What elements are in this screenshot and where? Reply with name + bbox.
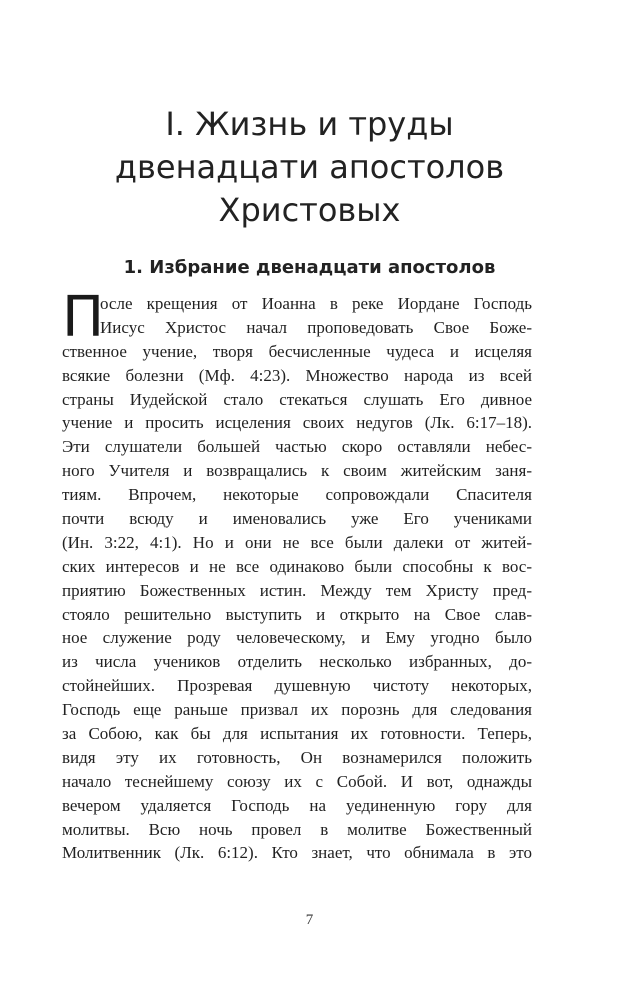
- body-line: ских интересов и не все одинаково были способны к вос-: [62, 556, 532, 576]
- body-line: начало теснейшему союзу их с Собой. И вот, однажды: [62, 771, 532, 791]
- body-line: Эти слушатели большей частью скоро оставляли небес-: [62, 437, 532, 457]
- body-line: видя эту их готовность, Он вознамерился положить: [62, 747, 532, 767]
- page-number: 7: [305, 912, 314, 928]
- body-line: учение и просить исцеления своих недугов (Лк. 6:17–18).: [62, 413, 532, 433]
- body-line: вечером удаляется Господь на уединенную гору для: [62, 795, 532, 815]
- body-line: за Собою, как бы для испытания их готовности. Теперь,: [62, 724, 532, 744]
- body-line: тиям. Впрочем, некоторые сопровождали Спасителя: [62, 485, 532, 505]
- body-line: ного Учителя и возвращались к своим житейским заня-: [62, 461, 532, 481]
- body-line: ственное учение, творя бесчисленные чудеса и исцеляя: [62, 341, 532, 361]
- drop-cap: П: [62, 285, 105, 350]
- body-line: молитвы. Всю ночь провел в молитве Божественный: [62, 819, 532, 839]
- body-line: почти всюду и именовались уже Его учениками: [62, 509, 532, 529]
- chapter-title: [60, 103, 559, 232]
- chapter-title-line: I. Жизнь и труды: [165, 105, 454, 143]
- section-title: 1. Избрание двенадцати апостолов: [123, 257, 496, 278]
- body-line: Иисус Христос начал проповедовать Свое Боже-: [100, 317, 532, 337]
- body-line: осле крещения от Иоанна в реке Иордане Господь: [100, 294, 532, 313]
- body-line: (Ин. 3:22, 4:1). Но и они не все были далеки от житей-: [62, 532, 532, 552]
- body-text: [62, 285, 532, 865]
- chapter-title-line: двенадцати апостолов: [114, 148, 505, 186]
- chapter-title-line: Христовых: [218, 191, 401, 229]
- body-line: Господь еще раньше призвал их порознь для следования: [62, 700, 532, 720]
- body-line: страны Иудейской стало стекаться слушать Его дивное: [62, 389, 532, 409]
- body-line: ное служение роду человеческому, и Ему угодно было: [62, 628, 532, 648]
- body-line: из числа учеников отделить несколько избранных, до-: [62, 652, 532, 672]
- body-line: Молитвенник (Лк. 6:12). Кто знает, что обнимала в это: [62, 843, 532, 863]
- body-line: стойнейших. Прозревая душевную чистоту некоторых,: [62, 676, 532, 696]
- body-line: всякие болезни (Мф. 4:23). Множество народа из всей: [62, 365, 532, 385]
- body-line: стояло решительно выступить и открыто на Свое слав-: [62, 604, 532, 624]
- body-line: приятию Божественных истин. Между тем Христу пред-: [62, 580, 532, 600]
